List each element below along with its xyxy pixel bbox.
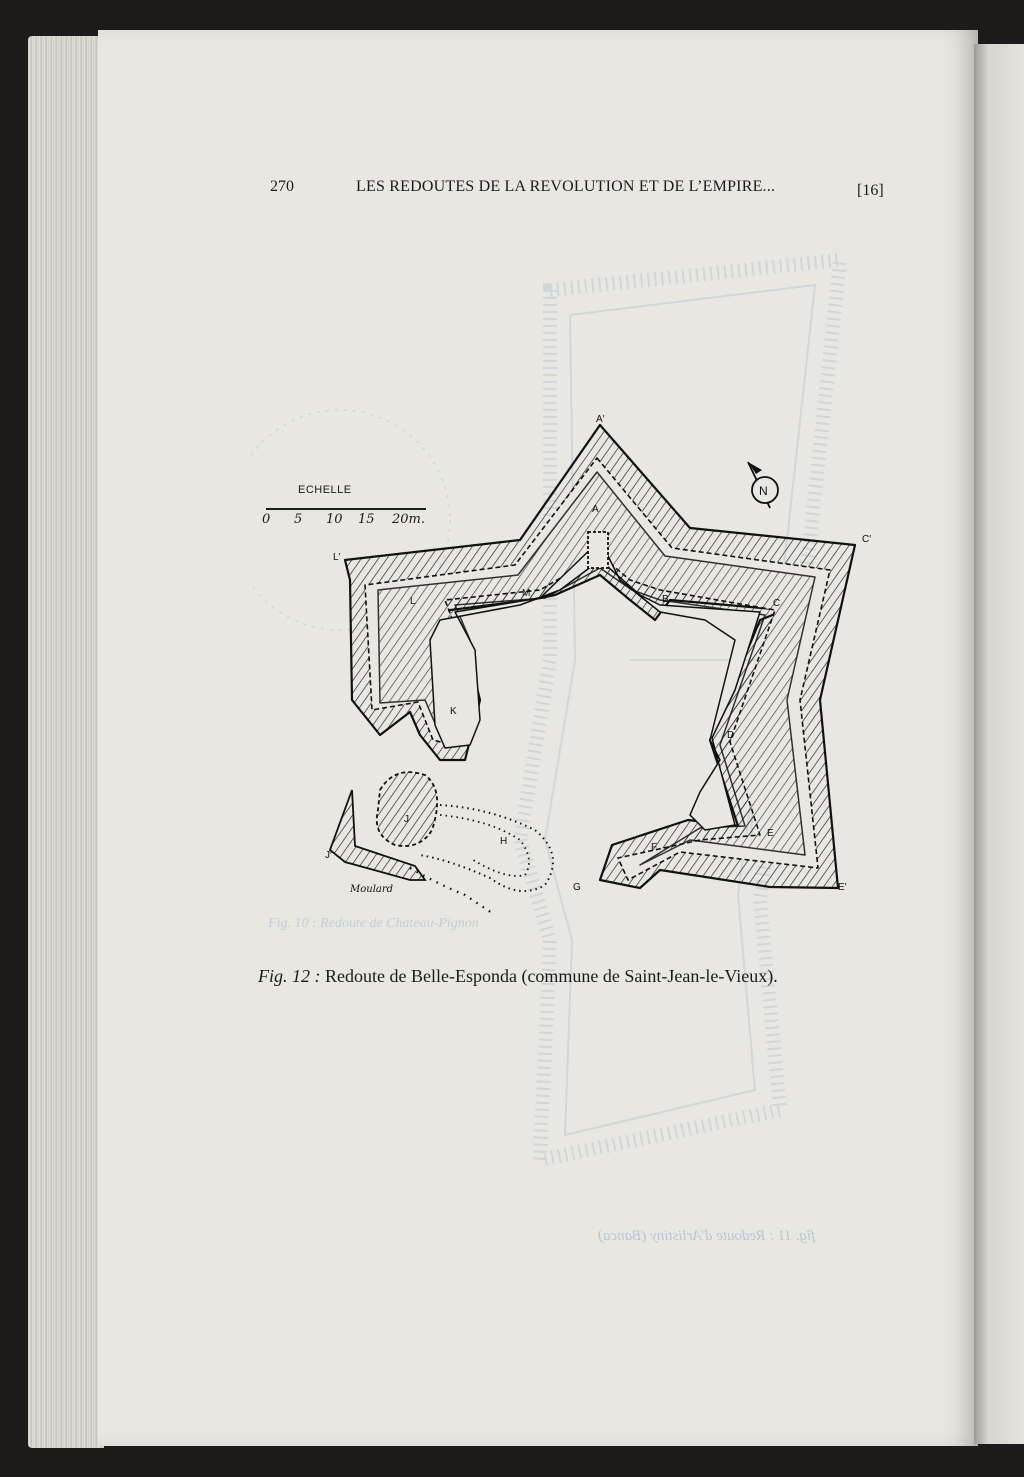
- label-b: B: [662, 594, 669, 605]
- figure-label: Fig. 12 :: [258, 966, 321, 986]
- scale-tick-15: 15: [358, 512, 375, 527]
- gate-structure: [588, 532, 608, 568]
- outwork-j-loop: [377, 772, 437, 846]
- scale-tick-0: 0: [262, 512, 271, 527]
- show-through-caption: fig. 11 : Redoute d'Arlistiny (Banca): [598, 1228, 816, 1244]
- scale-tick-10: 10: [326, 512, 343, 527]
- label-j: J: [404, 814, 409, 825]
- label-e-prime: E′: [838, 882, 847, 893]
- scale-tick-5: 5: [294, 512, 303, 527]
- section-number: [16]: [857, 182, 884, 199]
- redoubt-plan-figure: [250, 405, 890, 925]
- dotted-trail: [420, 805, 553, 891]
- scale-title: ECHELLE: [298, 484, 352, 496]
- label-g: G: [573, 882, 581, 893]
- label-k: K: [450, 706, 457, 717]
- dotted-trail-2: [440, 815, 529, 876]
- label-a: A: [592, 504, 599, 515]
- north-symbol: N: [759, 484, 768, 498]
- label-l: L: [410, 596, 416, 607]
- label-e: E: [767, 828, 774, 839]
- book-fore-edge: [28, 36, 104, 1448]
- label-a-prime: A′: [596, 414, 605, 425]
- draughtsman-signature: Moulard: [350, 884, 394, 895]
- figure-caption: [258, 966, 778, 987]
- scale-tick-20: 20m.: [392, 512, 426, 527]
- label-j-prime: J′: [325, 850, 332, 861]
- label-l-prime: L′: [333, 552, 341, 563]
- label-d: D: [727, 730, 735, 741]
- north-arrow-icon: [748, 462, 778, 508]
- label-c: C: [773, 598, 781, 609]
- label-c-prime: C′: [862, 534, 872, 545]
- label-m: M: [522, 588, 531, 599]
- running-title: LES REDOUTES DE LA REVOLUTION ET DE L’EMPIRE...: [356, 178, 776, 195]
- label-h: H: [500, 836, 508, 847]
- page-number: 270: [270, 178, 294, 195]
- dotted-trail-3: [410, 868, 495, 915]
- label-f: F: [651, 842, 658, 853]
- running-head: [0, 178, 1024, 208]
- figure-caption-text: Redoute de Belle-Esponda (commune de Saint-Jean-le-Vieux).: [325, 966, 778, 986]
- show-through-caption-2: Fig. 10 : Redoute de Chateau-Pignon: [268, 916, 479, 931]
- facing-page-edge: [974, 44, 1024, 1444]
